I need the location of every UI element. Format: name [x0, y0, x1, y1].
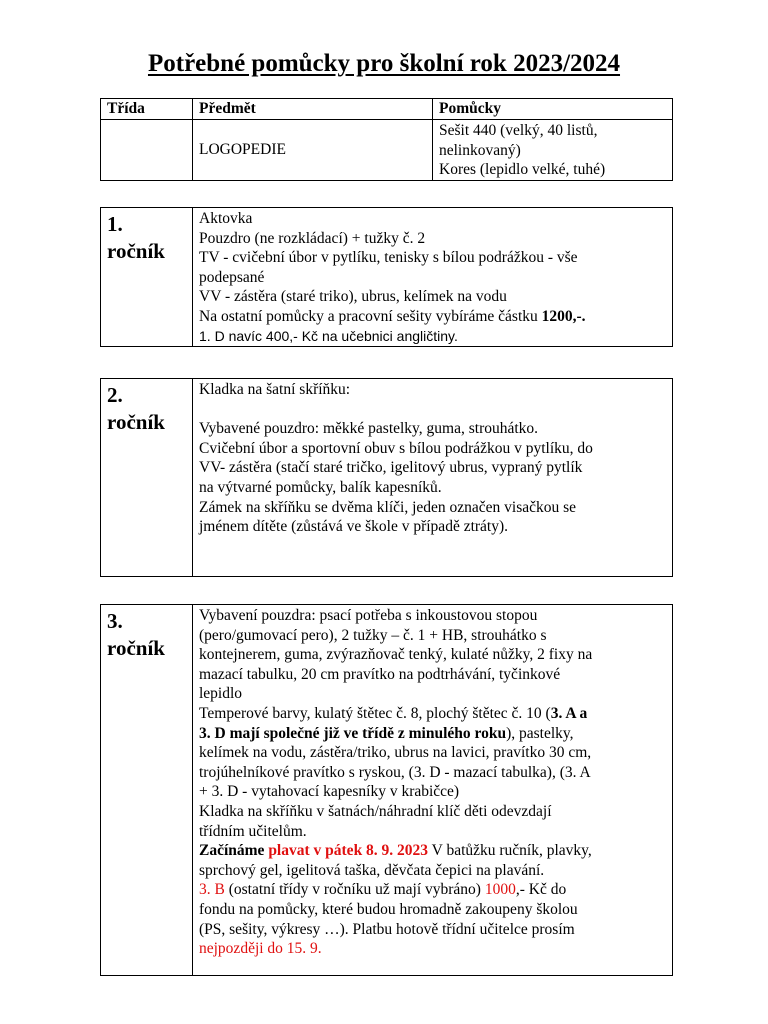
supply-line: nelinkovaný)	[439, 141, 521, 159]
grade2-line: Vybavené pouzdro: měkké pastelky, guma, strouhátko.	[199, 420, 539, 438]
supplies-cell	[433, 120, 673, 181]
grade3-line: kontejnerem, guma, zvýrazňovač tenký, kulaté nůžky, 2 fixy na	[199, 646, 593, 664]
grade3-line: (pero/gumovací pero), 2 tužky – č. 1 + HB, strouhátko s	[199, 626, 547, 644]
grade2-first-line: Kladka na šatní skříňku:	[199, 381, 351, 398]
grade3-fee-line-3: (PS, sešity, výkresy …). Platbu hotově třídní učitelce prosím	[199, 920, 575, 938]
grade1-money-line: Na ostatní pomůcky a pracovní sešity vybíráme částku 1200,-.	[199, 307, 586, 325]
class-cell-empty	[101, 120, 193, 181]
grade1-line: VV - zástěra (staré triko), ubrus, kelímek na vodu	[199, 288, 507, 306]
subject-cell: LOGOPEDIE	[193, 120, 433, 181]
grade3-line: Kladka na skříňku v šatnách/náhradní klíč děti odevzdají	[199, 802, 552, 820]
grade3-swim-line: Začínáme plavat v pátek 8. 9. 2023 V batůžku ručník, plavky,	[199, 842, 592, 860]
grade3-fee-line: 3. B (ostatní třídy v ročníku už mají vybráno) 1000,- Kč do	[199, 881, 567, 899]
grade3-table	[100, 604, 673, 976]
grade3-content	[193, 605, 673, 976]
header-class: Třída	[101, 99, 193, 120]
grade3-line: Vybavení pouzdra: psací potřeba s inkoustovou stopou	[199, 607, 538, 624]
supply-line: Sešit 440 (velký, 40 listů,	[439, 122, 598, 139]
grade1-table	[100, 207, 673, 347]
header-subject: Předmět	[193, 99, 433, 120]
grade3-line: mazací tabulku, 20 cm pravítko na podtrhávání, tyčinkové	[199, 665, 561, 683]
grade2-line: Cvičební úbor a sportovní obuv s bílou podrážkou v pytlíku, do	[199, 439, 593, 457]
grade1-label: 1. ročník	[101, 208, 193, 347]
grade3-fee-line-2: fondu na pomůcky, které budou hromadně zakoupeny školou	[199, 900, 578, 918]
header-supplies: Pomůcky	[433, 99, 673, 120]
grade2-line: na výtvarné pomůcky, balík kapesníků.	[199, 478, 442, 496]
grade2-line: jménem dítěte (zůstává ve škole v případě ztráty).	[199, 518, 509, 536]
grade2-line: Zámek na skříňku se dvěma klíči, jeden označen visačkou se	[199, 498, 577, 516]
grade1-note: 1. D navíc 400,- Kč na učebnici angličtiny.	[199, 327, 458, 344]
grade3-deadline: nejpozději do 15. 9.	[199, 940, 322, 958]
supply-line: Kores (lepidlo velké, tuhé)	[439, 161, 606, 179]
grade3-line: trojúhelníkové pravítko s ryskou, (3. D - mazací tabulka), (3. A	[199, 763, 591, 781]
grade3-swim-line-2: sprchový gel, igelitová taška, děvčata čepici na plavání.	[199, 861, 545, 879]
page-title: Potřebné pomůcky pro školní rok 2023/2024	[147, 50, 621, 77]
grade3-label: 3. ročník	[101, 605, 193, 976]
grade2-line: VV- zástěra (stačí staré tričko, igelitový ubrus, vypraný pytlík	[199, 459, 583, 477]
grade1-line: podepsané	[199, 268, 265, 286]
grade2-content	[193, 379, 673, 577]
grade3-line: třídním učitelům.	[199, 822, 307, 840]
grade1-line: Pouzdro (ne rozkládací) + tužky č. 2	[199, 229, 426, 247]
grade3-line: lepidlo	[199, 685, 243, 703]
grade1-line: Aktovka	[199, 210, 253, 227]
subjects-table	[100, 98, 673, 181]
grade2-table	[100, 378, 673, 577]
grade3-paint-line: Temperové barvy, kulatý štětec č. 8, plochý štětec č. 10 (3. A a	[199, 704, 588, 722]
grade3-paint-line-2: 3. D mají společné již ve třídě z minulého roku), pastelky,	[199, 724, 574, 742]
grade2-label: 2. ročník	[101, 379, 193, 577]
grade1-content	[193, 208, 673, 347]
grade1-line: TV - cvičební úbor v pytlíku, tenisky s bílou podrážkou - vše	[199, 249, 578, 267]
grade3-line: kelímek na vodu, zástěra/triko, ubrus na lavici, pravítko 30 cm,	[199, 744, 592, 762]
grade3-line: + 3. D - vytahovací kapesníky v krabičce)	[199, 783, 460, 801]
